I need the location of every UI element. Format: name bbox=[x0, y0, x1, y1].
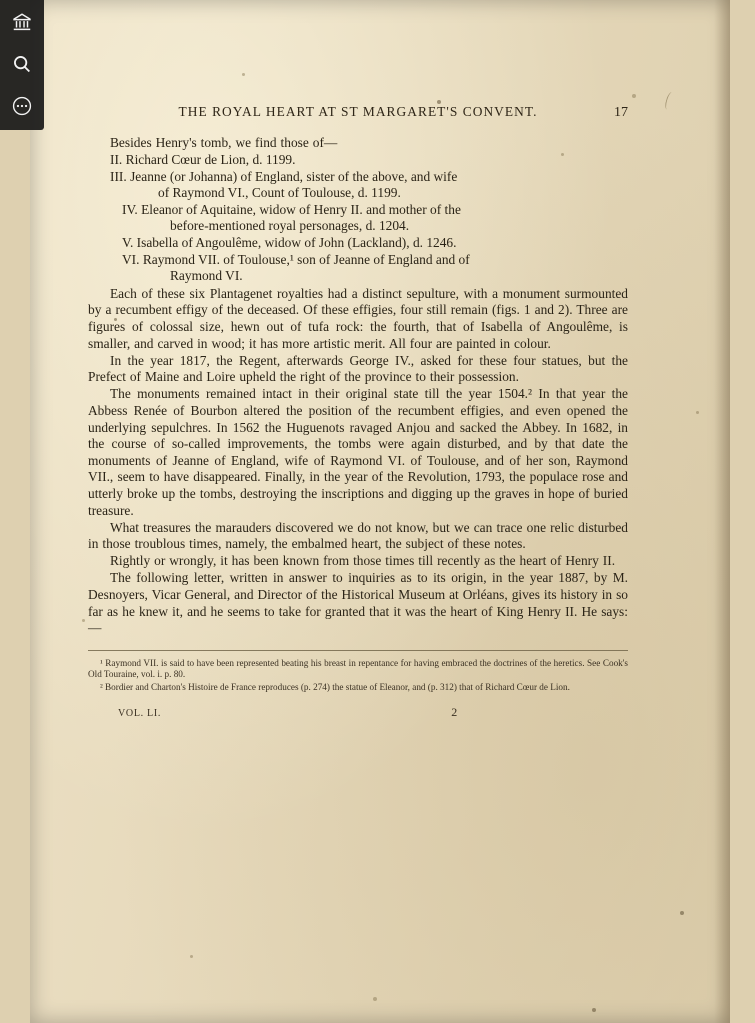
royalty-list bbox=[88, 152, 628, 285]
volume-mark: VOL. LI. bbox=[118, 707, 162, 719]
list-item-text: Eleanor of Aquitaine, widow of Henry II. and mother of the bbox=[141, 201, 461, 217]
list-item bbox=[88, 252, 628, 285]
paper-speck bbox=[190, 955, 193, 958]
list-item-numeral: IV. bbox=[122, 201, 138, 217]
library-icon[interactable] bbox=[6, 6, 38, 38]
footnote-divider bbox=[88, 650, 628, 651]
scanned-page bbox=[30, 0, 730, 1023]
running-head bbox=[88, 104, 628, 121]
paragraph: In the year 1817, the Regent, afterwards George IV., asked for these four statues, but the Prefect of Maine and Loire upheld the right of the province to their possession. bbox=[88, 352, 628, 385]
list-item-continuation: before-mentioned royal personages, d. 1204. bbox=[170, 218, 410, 234]
footnote: ² Bordier and Charton's Histoire de France reproduces (p. 274) the statue of Eleanor, and (p. 312) that of Richard Cœur de Lion. bbox=[100, 682, 570, 692]
list-item-numeral: VI. bbox=[122, 251, 140, 267]
list-item-text: Isabella of Angoulême, widow of John (Lackland), d. 1246. bbox=[136, 235, 457, 251]
paragraph: Each of these six Plantagenet royalties had a distinct sepulture, with a monument surmounted by a recumbent effigy of the deceased. Of these effigies, four still remain (figs. 1 and 2). Three are figures of colossal size, hewn out of tufa rock: the fourth, that of Isabella of Angoulême, is smaller, and carved in wood; it has more artistic merit. All four are painted in colour. bbox=[88, 285, 628, 351]
paper-speck bbox=[242, 73, 245, 76]
list-item-continuation: of Raymond VI., Count of Toulouse, d. 1199. bbox=[158, 185, 401, 201]
search-icon[interactable] bbox=[6, 48, 38, 80]
paper-speck bbox=[82, 619, 85, 622]
paper-speck bbox=[632, 94, 636, 98]
list-item-text: Raymond VII. of Toulouse,¹ son of Jeanne of England and of bbox=[142, 251, 470, 267]
paragraph: The monuments remained intact in their original state till the year 1504.² In that year the Abbess Renée of Bourbon altered the position of the recumbent effigies, and even opened the underlying sepulchres. In 1562 the Huguenots ravaged Anjou and sacked the Abbey. In 1682, in the course of so-called improvements, the tombs were again disturbed, and by that date the monuments of Jeanne of England, wife of Raymond VI. of Toulouse, and of her son, Raymond VII., seem to have disappeared. Finally, in the year of the Revolution, 1793, the populace rose and utterly broke up the tombs, destroying the inscriptions and digging up the graves in hope of buried treasure. bbox=[88, 386, 628, 518]
paragraph: The following letter, written in answer to inquiries as to its origin, in the year 1887, by M. Desnoyers, Vicar General, and Director of the Historical Museum at Orléans, gives its history in so far as he knew it, and he seems to take for granted that it was the heart of King Henry II. He says:— bbox=[88, 570, 628, 636]
list-item bbox=[88, 202, 628, 235]
paper-speck bbox=[696, 411, 699, 414]
page-number: 17 bbox=[614, 105, 628, 120]
list-item-numeral: III. bbox=[110, 168, 127, 184]
intro-line: Besides Henry's tomb, we find those of— bbox=[110, 135, 338, 150]
more-options-icon[interactable] bbox=[6, 90, 38, 122]
paper-speck bbox=[373, 997, 377, 1001]
list-item-numeral: V. bbox=[122, 235, 134, 251]
list-item bbox=[88, 235, 628, 252]
paper-hair-artifact bbox=[664, 91, 676, 110]
paper-speck bbox=[592, 1008, 596, 1012]
footnote: ¹ Raymond VII. is said to have been represented beating his breast in repentance for having embraced the doctrines of the heretics. See Cook's Old Touraine, vol. i. p. 80. bbox=[88, 657, 628, 680]
list-item-text: Jeanne (or Johanna) of England, sister of the above, and wife bbox=[130, 168, 458, 184]
viewer-toolbar[interactable] bbox=[0, 0, 44, 130]
paragraph: Rightly or wrongly, it has been known from those times till recently as the heart of Henry II. bbox=[110, 553, 616, 569]
signature-mark: 2 bbox=[451, 704, 458, 719]
paragraph: What treasures the marauders discovered we do not know, but we can trace one relic disturbed in those troublous times, namely, the embalmed heart, the subject of these notes. bbox=[88, 519, 628, 552]
list-item bbox=[88, 169, 628, 202]
list-item bbox=[88, 152, 628, 169]
footnotes bbox=[88, 658, 628, 694]
list-item-continuation: Raymond VI. bbox=[170, 268, 243, 284]
page-footer bbox=[88, 705, 628, 720]
list-item-text: Richard Cœur de Lion, d. 1199. bbox=[125, 152, 296, 168]
running-head-title: THE ROYAL HEART AT ST MARGARET'S CONVENT. bbox=[178, 104, 538, 119]
list-item-numeral: II. bbox=[110, 152, 123, 168]
paper-speck bbox=[680, 911, 684, 915]
